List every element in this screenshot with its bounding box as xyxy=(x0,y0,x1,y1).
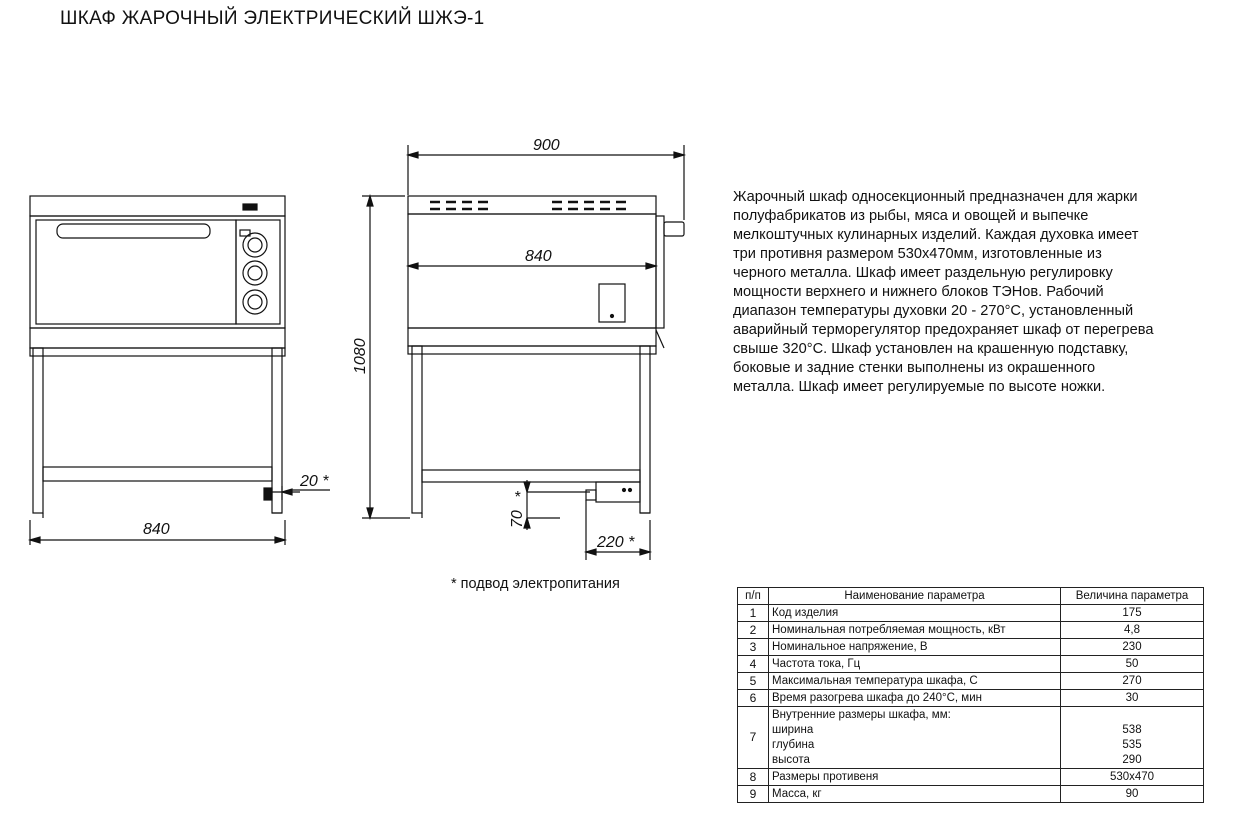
logo-badge xyxy=(243,204,257,210)
dim-cable-height: 70 xyxy=(509,510,526,528)
row-value: 30 xyxy=(1061,690,1204,707)
side-view xyxy=(362,145,684,560)
row-param: Внутренние размеры шкафа, мм: ширина глубина высота xyxy=(769,707,1061,769)
dim-cable-depth: 220 * xyxy=(597,534,635,551)
header-num: п/п xyxy=(738,588,769,605)
row-num: 4 xyxy=(738,656,769,673)
table-row xyxy=(738,673,1204,690)
row-value: 538 535 290 xyxy=(1061,707,1204,769)
row-value: 230 xyxy=(1061,639,1204,656)
dim-side-inner: 840 xyxy=(525,248,552,265)
row-num: 2 xyxy=(738,622,769,639)
control-knobs xyxy=(240,230,267,314)
table-header-row xyxy=(738,588,1204,605)
row-value: 530х470 xyxy=(1061,769,1204,786)
row-value: 270 xyxy=(1061,673,1204,690)
header-value: Величина параметра xyxy=(1061,588,1204,605)
front-view xyxy=(30,196,330,545)
table-row xyxy=(738,605,1204,622)
row-value: 50 xyxy=(1061,656,1204,673)
page-title: ШКАФ ЖАРОЧНЫЙ ЭЛЕКТРИЧЕСКИЙ ШЖЭ-1 xyxy=(60,8,485,29)
row-num: 8 xyxy=(738,769,769,786)
row-param: Код изделия xyxy=(769,605,1061,622)
row-value: 4,8 xyxy=(1061,622,1204,639)
table-row xyxy=(738,707,1204,769)
dim-cable-height-star: * xyxy=(514,489,521,506)
power-supply-footnote: * подвод электропитания xyxy=(451,576,620,592)
table-row xyxy=(738,786,1204,803)
row-num: 3 xyxy=(738,639,769,656)
header-param: Наименование параметра xyxy=(769,588,1061,605)
table-row xyxy=(738,769,1204,786)
spec-table xyxy=(737,587,1204,803)
row-param: Масса, кг xyxy=(769,786,1061,803)
row-param: Номинальное напряжение, В xyxy=(769,639,1061,656)
table-row xyxy=(738,656,1204,673)
table-row xyxy=(738,622,1204,639)
row-param: Максимальная температура шкафа, С xyxy=(769,673,1061,690)
table-row xyxy=(738,639,1204,656)
table-row xyxy=(738,690,1204,707)
row-num: 5 xyxy=(738,673,769,690)
dim-front-width: 840 xyxy=(143,521,170,538)
row-num: 7 xyxy=(738,707,769,769)
row-param: Номинальная потребляемая мощность, кВт xyxy=(769,622,1061,639)
row-num: 9 xyxy=(738,786,769,803)
row-param: Размеры противеня xyxy=(769,769,1061,786)
row-value: 175 xyxy=(1061,605,1204,622)
row-param: Время разогрева шкафа до 240°С, мин xyxy=(769,690,1061,707)
dim-height: 1080 xyxy=(352,338,369,374)
dim-side-depth: 900 xyxy=(533,137,560,154)
row-num: 6 xyxy=(738,690,769,707)
row-param: Частота тока, Гц xyxy=(769,656,1061,673)
row-num: 1 xyxy=(738,605,769,622)
product-description: Жарочный шкаф односекционный предназначен для жарки полуфабрикатов из рыбы, мяса и овощей и выпечке мелкоштучных кулинарных изделий. Каждая духовка имеет три противня размером 530х470мм, изготовленные из черного металла. Шкаф имеет раздельную регулировку мощности верхнего и нижнего блоков ТЭНов. Рабочий диапазон температуры духовки 20 - 270°С, установленный аварийный терморегулятор предохраняет шкаф от перегрева свыше 320°С. Шкаф установлен на крашенную подставку, боковые и задние стенки выполнены из окрашенного металла. Шкаф имеет регулируемые по высоте ножки. xyxy=(733,189,1154,395)
dim-cable-offset: 20 * xyxy=(300,473,329,490)
row-value: 90 xyxy=(1061,786,1204,803)
power-terminal-box xyxy=(596,482,640,502)
